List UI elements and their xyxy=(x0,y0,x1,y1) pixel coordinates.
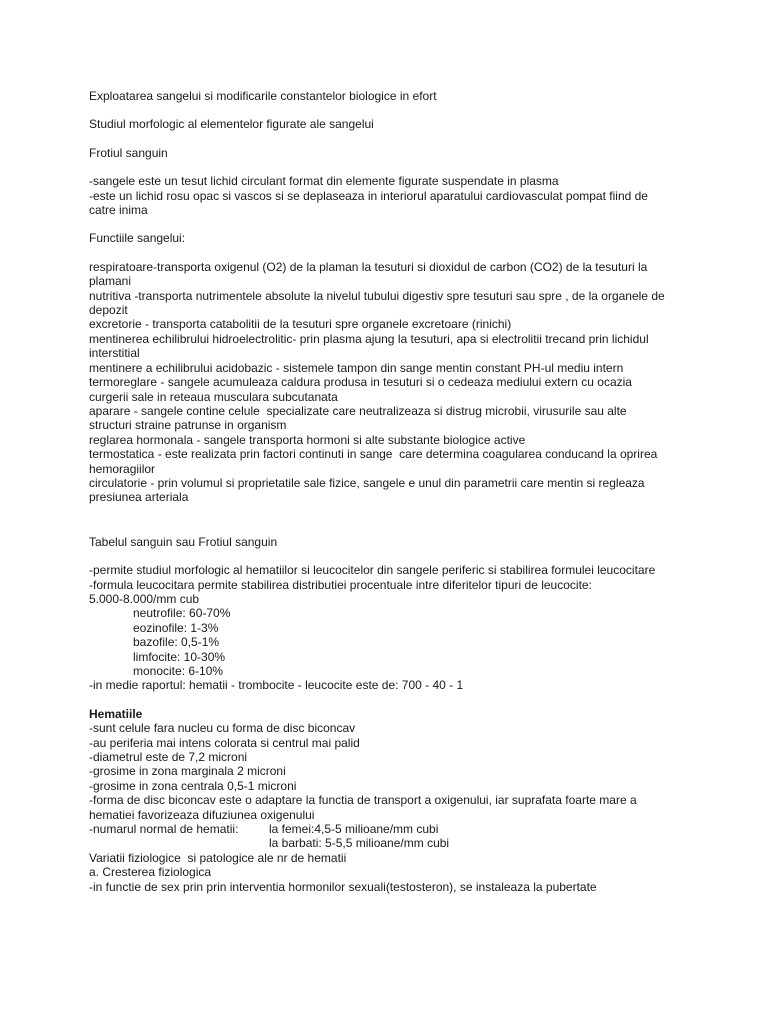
paragraph-line: presiunea arteriala xyxy=(89,490,189,505)
paragraph-line: a. Cresterea fiziologica xyxy=(89,865,212,880)
paragraph-line: catre inima xyxy=(89,203,148,218)
normal-count-men: la barbati: 5-5,5 milioane/mm cubi xyxy=(269,836,450,851)
paragraph-line: -formula leucocitara permite stabilirea distributiei procentuale intre diferitelor tipuri de leucocite: xyxy=(89,577,592,592)
paragraph-line: hemoragiilor xyxy=(89,461,156,476)
paragraph-line: respiratoare-transporta oxigenul (O2) de la plaman la tesuturi si dioxidul de carbon (CO2) de la tesuturi la xyxy=(89,259,648,274)
paragraph-line: mentinerea echilibrului hidroelectrolitic- prin plasma ajung la tesuturi, apa si electrolitii trecand prin lichidul xyxy=(89,331,649,346)
paragraph-line: -in functie de sex prin prin interventia hormonilor sexuali(testosteron), se instaleaza la pubertate xyxy=(89,879,597,894)
normal-count-row xyxy=(89,836,689,850)
paragraph-line: curgerii sale in reteaua musculara subcutanata xyxy=(89,389,338,404)
paragraph-line: Variatii fiziologice si patologice ale nr de hematii xyxy=(89,850,347,865)
leukocyte-item: bazofile: 0,5-1% xyxy=(133,635,220,650)
paragraph-line: -permite studiul morfologic al hematiilor si leucocitelor din sangele periferic si stabilirea formulei leucocitare xyxy=(89,563,656,578)
paragraph-line: -grosime in zona marginala 2 microni xyxy=(89,764,286,779)
normal-count-label: -numarul normal de hematii: xyxy=(89,822,239,837)
leukocyte-item: limfocite: 10-30% xyxy=(133,649,226,664)
paragraph-line: aparare - sangele contine celule specializate care neutralizeaza si distrug microbii, virusurile sau alte xyxy=(89,403,627,418)
paragraph-line: nutritiva -transporta nutrimentele absolute la nivelul tubului digestiv spre tesuturi sau spre , de la organele de xyxy=(89,288,665,303)
paragraph-line: -in medie raportul: hematii - trombocite - leucocite este de: 700 - 40 - 1 xyxy=(89,678,464,693)
paragraph-line: -forma de disc biconcav este o adaptare la functia de transport a oxigenului, iar suprafata foarte mare a xyxy=(89,793,637,808)
paragraph-line: termoreglare - sangele acumuleaza caldura produsa in tesuturi si o cedeaza mediului extern cu ocazia xyxy=(89,375,632,390)
paragraph-line: depozit xyxy=(89,303,128,318)
paragraph-line: interstitial xyxy=(89,346,140,361)
document-title: Exploatarea sangelui si modificarile constantelor biologice in efort xyxy=(89,89,437,103)
section-heading: Functiile sangelui: xyxy=(89,231,186,246)
normal-count-women: la femei:4,5-5 milioane/mm cubi xyxy=(269,822,439,837)
paragraph-line: mentinere a echilibrului acidobazic - sistemele tampon din sange mentin constant PH-ul mediu intern xyxy=(89,360,624,375)
paragraph-line: hematiei favorizeaza difuziunea oxigenului xyxy=(89,807,315,822)
document-body xyxy=(89,89,689,894)
paragraph-line: -grosime in zona centrala 0,5-1 microni xyxy=(89,778,297,793)
paragraph-line: -este un lichid rosu opac si vascos si se deplaseaza in interiorul aparatului cardiovasculat pompat fiind de xyxy=(89,188,648,203)
paragraph-line: 5.000-8.000/mm cub xyxy=(89,591,200,606)
section-heading: Hematiile xyxy=(89,706,143,721)
section-heading: Tabelul sanguin sau Frotiul sanguin xyxy=(89,534,278,549)
paragraph-line: termostatica - este realizata prin factori continuti in sange care determina coagularea conducand la oprirea xyxy=(89,447,658,462)
leukocyte-item: eozinofile: 1-3% xyxy=(133,620,219,635)
paragraph-line: plamani xyxy=(89,274,132,289)
paragraph-line: structuri straine patrunse in organism xyxy=(89,418,287,433)
paragraph-line: -sunt celule fara nucleu cu forma de disc biconcav xyxy=(89,721,356,736)
paragraph-line: excretorie - transporta catabolitii de la tesuturi spre organele excretoare (rinichi) xyxy=(89,317,512,332)
section-heading: Frotiul sanguin xyxy=(89,145,168,160)
paragraph-line: -diametrul este de 7,2 microni xyxy=(89,750,248,765)
paragraph-line: circulatorie - prin volumul si proprietatile sale fizice, sangele e unul din parametrii care mentin si regleaza xyxy=(89,475,645,490)
leukocyte-item: neutrofile: 60-70% xyxy=(133,606,231,621)
normal-count-row xyxy=(89,822,689,836)
paragraph-line: -au periferia mai intens colorata si centrul mai palid xyxy=(89,735,360,750)
paragraph-line: -sangele este un tesut lichid circulant format din elemente figurate suspendate in plasma xyxy=(89,174,559,189)
leukocyte-item: monocite: 6-10% xyxy=(133,664,224,678)
paragraph-line: reglarea hormonala - sangele transporta hormoni si alte substante biologice active xyxy=(89,432,526,447)
document-subtitle: Studiul morfologic al elementelor figurate ale sangelui xyxy=(89,117,374,132)
